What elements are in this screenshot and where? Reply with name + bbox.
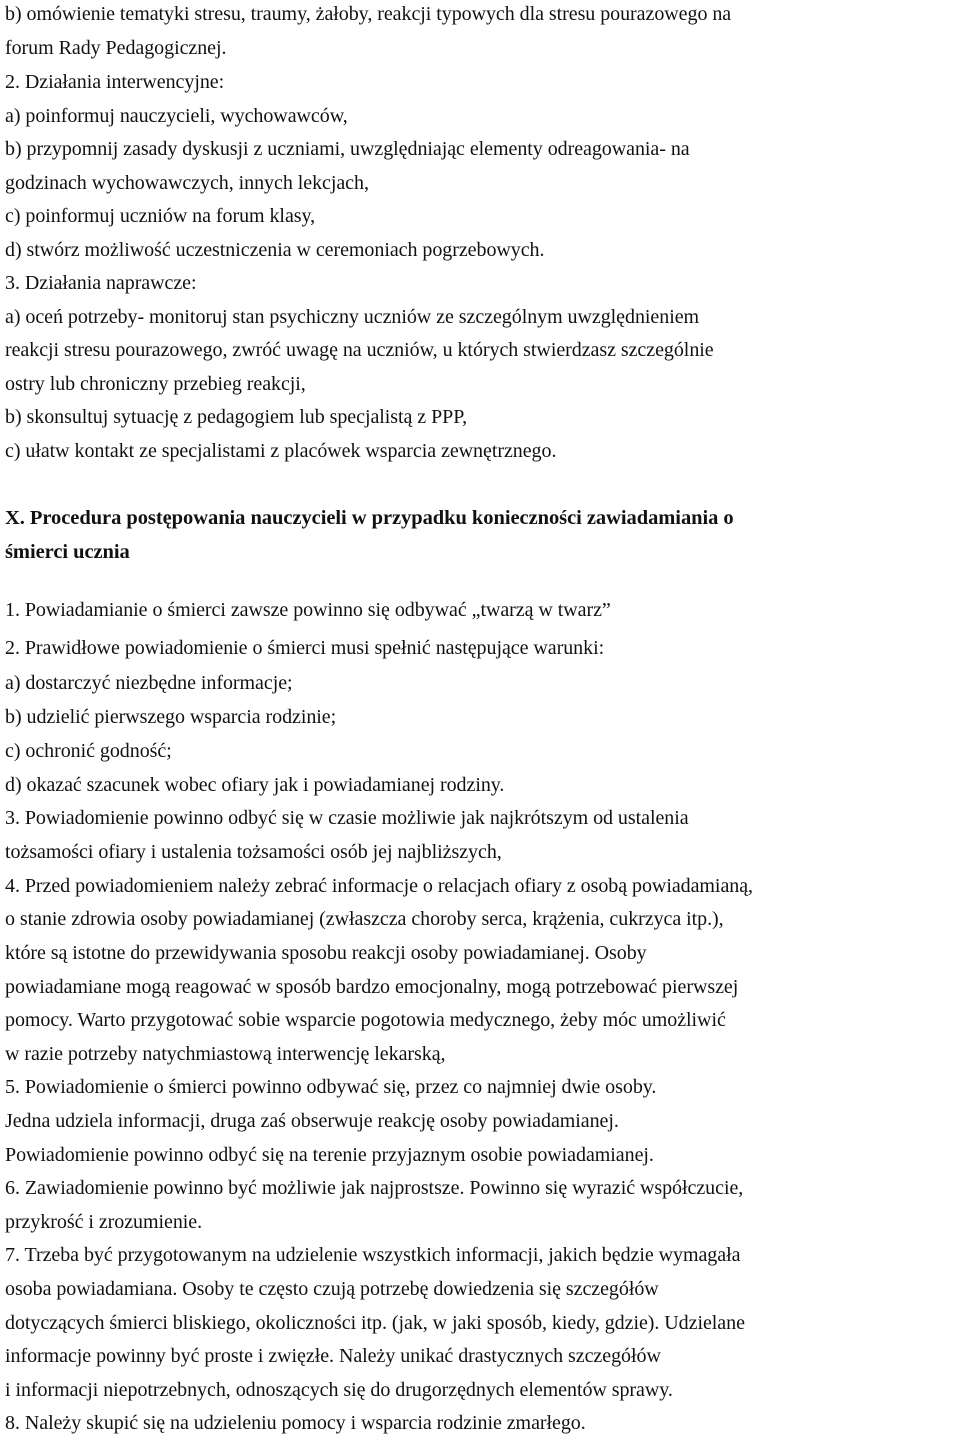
text-line: 2. Działania interwencyjne:	[5, 71, 225, 93]
text-line: przykrość i zrozumienie.	[5, 1211, 203, 1233]
text-line: tożsamości ofiary i ustalenia tożsamości osób jej najbliższych,	[5, 841, 502, 863]
text-line: a) oceń potrzeby- monitoruj stan psychiczny uczniów ze szczególnym uwzględnieniem	[5, 306, 700, 328]
text-line: o stanie zdrowia osoby powiadamianej (zwłaszcza choroby serca, krążenia, cukrzyca itp.),	[5, 908, 724, 930]
text-line: 7. Trzeba być przygotowanym na udzielenie wszystkich informacji, jakich będzie wymagała	[5, 1244, 741, 1266]
text-line: 1. Powiadamianie o śmierci zawsze powinno się odbywać „twarzą w twarz”	[5, 599, 611, 621]
text-line: d) okazać szacunek wobec ofiary jak i powiadamianej rodziny.	[5, 774, 505, 796]
text-line: godzinach wychowawczych, innych lekcjach,	[5, 172, 369, 194]
text-line: c) poinformuj uczniów na forum klasy,	[5, 205, 316, 227]
text-line: 3. Działania naprawcze:	[5, 272, 197, 294]
text-line: ostry lub chroniczny przebieg reakcji,	[5, 373, 306, 395]
text-line: 4. Przed powiadomieniem należy zebrać informacje o relacjach ofiary z osobą powiadamianą,	[5, 875, 753, 897]
text-line: i informacji niepotrzebnych, odnoszących się do drugorzędnych elementów sprawy.	[5, 1379, 673, 1401]
text-line: b) omówienie tematyki stresu, traumy, żałoby, reakcji typowych dla stresu pourazowego na	[5, 3, 732, 25]
text-line: b) przypomnij zasady dyskusji z uczniami, uwzględniając elementy odreagowania- na	[5, 138, 690, 160]
text-line: które są istotne do przewidywania sposobu reakcji osoby powiadamianej. Osoby	[5, 942, 647, 964]
text-line: c) ochronić godność;	[5, 740, 172, 762]
text-line: d) stwórz możliwość uczestniczenia w ceremoniach pogrzebowych.	[5, 239, 545, 261]
text-line: 3. Powiadomienie powinno odbyć się w czasie możliwie jak najkrótszym od ustalenia	[5, 807, 689, 829]
text-line: forum Rady Pedagogicznej.	[5, 37, 227, 59]
text-line: pomocy. Warto przygotować sobie wsparcie pogotowia medycznego, żeby móc umożliwić	[5, 1009, 726, 1031]
text-line: 8. Należy skupić się na udzieleniu pomocy i wsparcia rodzinie zmarłego.	[5, 1412, 586, 1434]
text-line: w razie potrzeby natychmiastową interwencję lekarską,	[5, 1043, 446, 1065]
text-line: 2. Prawidłowe powiadomienie o śmierci musi spełnić następujące warunki:	[5, 637, 605, 659]
text-line: a) dostarczyć niezbędne informacje;	[5, 672, 293, 694]
text-line: b) udzielić pierwszego wsparcia rodzinie;	[5, 706, 337, 728]
text-line: powiadamiane mogą reagować w sposób bardzo emocjonalny, mogą potrzebować pierwszej	[5, 976, 739, 998]
text-line: informacje powinny być proste i zwięzłe. Należy unikać drastycznych szczegółów	[5, 1345, 661, 1367]
text-line: reakcji stresu pourazowego, zwróć uwagę na uczniów, u których stwierdzasz szczególnie	[5, 339, 714, 361]
section-heading: śmierci ucznia	[5, 541, 130, 563]
text-line: 5. Powiadomienie o śmierci powinno odbywać się, przez co najmniej dwie osoby.	[5, 1076, 657, 1098]
text-line: c) ułatw kontakt ze specjalistami z placówek wsparcia zewnętrznego.	[5, 440, 557, 462]
text-line: osoba powiadamiana. Osoby te często czują potrzebę dowiedzenia się szczegółów	[5, 1278, 659, 1300]
text-line: 6. Zawiadomienie powinno być możliwie jak najprostsze. Powinno się wyrazić współczucie,	[5, 1177, 744, 1199]
text-line: dotyczących śmierci bliskiego, okoliczności itp. (jak, w jaki sposób, kiedy, gdzie). Udzielane	[5, 1312, 745, 1334]
text-line: a) poinformuj nauczycieli, wychowawców,	[5, 105, 348, 127]
text-line: b) skonsultuj sytuację z pedagogiem lub specjalistą z PPP,	[5, 406, 468, 428]
text-line: Powiadomienie powinno odbyć się na terenie przyjaznym osobie powiadamianej.	[5, 1144, 654, 1166]
text-line: Jedna udziela informacji, druga zaś obserwuje reakcję osoby powiadamianej.	[5, 1110, 619, 1132]
section-heading: X. Procedura postępowania nauczycieli w przypadku konieczności zawiadamiania o	[5, 507, 734, 529]
